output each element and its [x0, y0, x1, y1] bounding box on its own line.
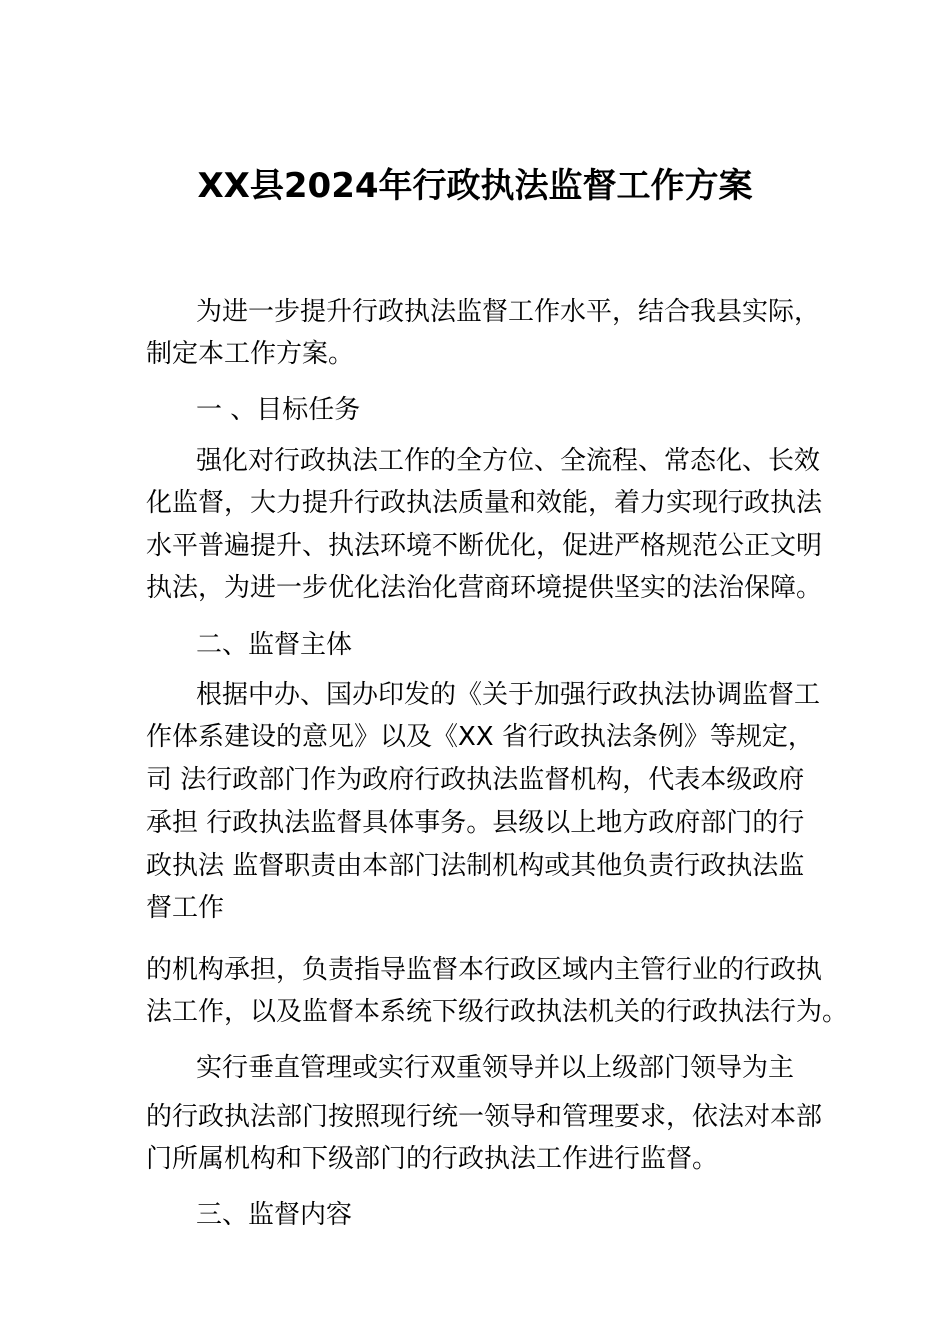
- paragraph-line: 执法，为进一步优化法治化营商环境提供坚实的法治保障。: [146, 573, 823, 603]
- document-title: XX县2024年行政执法监督工作方案: [197, 166, 753, 206]
- section-heading: 三、监督内容: [196, 1200, 353, 1230]
- paragraph-line: 法工作，以及监督本系统下级行政执法机关的行政执法行为。: [146, 997, 849, 1027]
- paragraph-line: 制定本工作方案。: [146, 339, 355, 369]
- paragraph-line: 化监督，大力提升行政执法质量和效能，着力实现行政执法: [146, 488, 823, 518]
- paragraph-line: 政执法 监督职责由本部门法制机构或其他负责行政执法监: [146, 851, 805, 881]
- section-heading: 一 、目标任务: [196, 395, 361, 425]
- paragraph-line: 司 法行政部门作为政府行政执法监督机构，代表本级政府: [146, 765, 805, 795]
- paragraph-line: 作体系建设的意见》以及《XX 省行政执法条例》等规定，: [146, 722, 814, 752]
- paragraph-line: 水平普遍提升、执法环境不断优化，促进严格规范公正文明: [146, 531, 823, 561]
- paragraph-line: 为进一步提升行政执法监督工作水平，结合我县实际，: [196, 297, 821, 327]
- paragraph-line: 督工作: [146, 893, 225, 923]
- paragraph-line: 的机构承担，负责指导监督本行政区域内主管行业的行政执: [146, 955, 823, 985]
- paragraph-line: 承担 行政执法监督具体事务。县级以上地方政府部门的行: [146, 808, 805, 838]
- paragraph-line: 门所属机构和下级部门的行政执法工作进行监督。: [146, 1144, 719, 1174]
- section-heading: 二、监督主体: [196, 630, 353, 660]
- paragraph-line: 强化对行政执法工作的全方位、全流程、常态化、长效: [196, 446, 821, 476]
- paragraph-line: 实行垂直管理或实行双重领导并以上级部门领导为主: [196, 1053, 795, 1083]
- paragraph-line: 根据中办、国办印发的《关于加强行政执法协调监督工: [196, 680, 821, 710]
- paragraph-line: 的行政执法部门按照现行统一领导和管理要求，依法对本部: [146, 1102, 823, 1132]
